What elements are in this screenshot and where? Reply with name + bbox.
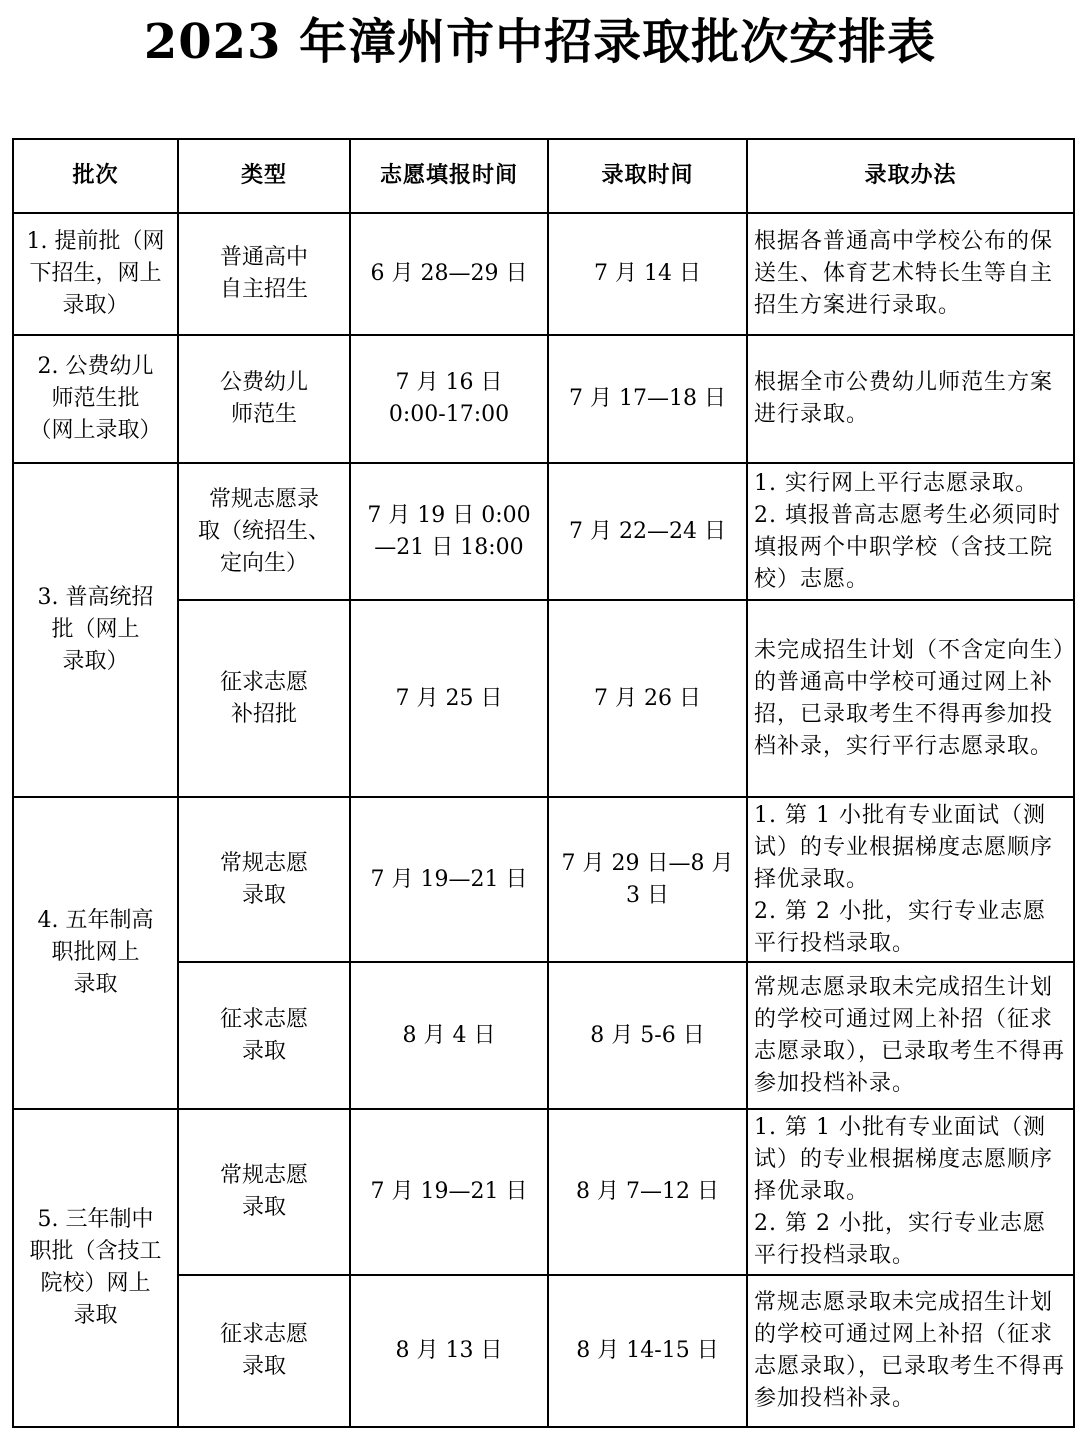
apply-time-cell bbox=[350, 335, 548, 463]
method-text: 根据全市公费幼儿师范生方案进行录取。 bbox=[754, 370, 1054, 427]
apply-time-value: 7 月 19—21 日 bbox=[370, 1179, 528, 1204]
type-cell bbox=[178, 335, 350, 463]
method-cell bbox=[747, 463, 1074, 600]
method-text: 1. 实行网上平行志愿录取。 2. 填报普高志愿考生必须同时填报两个中职学校（含技工院校）志愿。 bbox=[754, 470, 1061, 592]
method-text: 常规志愿录取未完成招生计划的学校可通过网上补招（征求志愿录取），已录取考生不得再参加投档补录。 bbox=[754, 974, 1066, 1096]
admit-time-cell bbox=[548, 600, 747, 797]
admit-time-value: 8 月 14-15 日 bbox=[576, 1338, 719, 1363]
apply-time-cell bbox=[350, 1109, 548, 1275]
type-label: 征求志愿 补招批 bbox=[219, 669, 308, 727]
apply-time-value: 7 月 16 日 0:00-17:00 bbox=[388, 370, 510, 427]
table-row bbox=[13, 335, 1074, 463]
method-cell bbox=[747, 797, 1074, 962]
admission-schedule-table bbox=[12, 138, 1075, 1428]
admit-time-value: 7 月 29 日—8 月 3 日 bbox=[561, 850, 734, 908]
apply-time-value: 6 月 28—29 日 bbox=[370, 261, 528, 286]
type-label: 常规志愿录 取（统招生、 定向生） bbox=[197, 486, 330, 576]
type-label: 常规志愿 录取 bbox=[219, 850, 308, 908]
method-cell bbox=[747, 600, 1074, 797]
method-text: 1. 第 1 小批有专业面试（测试）的专业根据梯度志愿顺序择优录取。 2. 第 2 小批，实行专业志愿平行投档录取。 bbox=[754, 802, 1054, 956]
batch-label: 4. 五年制高 职批网上 录取 bbox=[37, 908, 154, 997]
header-type: 类型 bbox=[178, 139, 350, 213]
type-cell bbox=[178, 962, 350, 1109]
admit-time-value: 8 月 7—12 日 bbox=[576, 1179, 719, 1204]
apply-time-cell bbox=[350, 213, 548, 335]
type-cell bbox=[178, 463, 350, 600]
type-cell bbox=[178, 213, 350, 335]
admit-time-cell bbox=[548, 962, 747, 1109]
admit-time-value: 7 月 22—24 日 bbox=[569, 518, 726, 544]
apply-time-cell bbox=[350, 797, 548, 962]
admit-time-cell bbox=[548, 335, 747, 463]
apply-time-cell bbox=[350, 600, 548, 797]
header-admit-time: 录取时间 bbox=[548, 139, 747, 213]
header-row bbox=[13, 139, 1074, 213]
table-row bbox=[13, 213, 1074, 335]
admit-time-cell bbox=[548, 463, 747, 600]
method-cell bbox=[747, 1275, 1074, 1427]
type-cell bbox=[178, 797, 350, 962]
method-text: 1. 第 1 小批有专业面试（测试）的专业根据梯度志愿顺序择优录取。 2. 第 2 小批，实行专业志愿平行投档录取。 bbox=[754, 1115, 1054, 1268]
admit-time-value: 8 月 5-6 日 bbox=[590, 1022, 705, 1048]
type-cell bbox=[178, 1109, 350, 1275]
type-label: 征求志愿 录取 bbox=[219, 1322, 308, 1379]
method-cell bbox=[747, 335, 1074, 463]
header-batch: 批次 bbox=[13, 139, 178, 213]
type-label: 征求志愿 录取 bbox=[219, 1006, 308, 1064]
admit-time-cell bbox=[548, 213, 747, 335]
admit-time-cell bbox=[548, 1275, 747, 1427]
batch-cell bbox=[13, 335, 178, 463]
method-text: 未完成招生计划（不含定向生）的普通高中学校可通过网上补招，已录取考生不得再参加投档补录，实行平行志愿录取。 bbox=[754, 637, 1066, 759]
type-cell bbox=[178, 1275, 350, 1427]
type-label: 常规志愿 录取 bbox=[219, 1163, 308, 1220]
batch-cell bbox=[13, 463, 178, 797]
apply-time-cell bbox=[350, 1275, 548, 1427]
apply-time-value: 7 月 25 日 bbox=[395, 685, 503, 711]
batch-label: 1. 提前批（网 下招生，网上 录取） bbox=[26, 229, 165, 318]
batch-cell bbox=[13, 213, 178, 335]
header-apply-time: 志愿填报时间 bbox=[350, 139, 548, 213]
batch-label: 5. 三年制中 职批（含技工 院校）网上 录取 bbox=[29, 1207, 162, 1328]
apply-time-cell bbox=[350, 962, 548, 1109]
batch-label: 3. 普高统招 批（网上 录取） bbox=[37, 585, 154, 674]
admit-time-value: 7 月 17—18 日 bbox=[569, 386, 726, 411]
method-cell bbox=[747, 213, 1074, 335]
table-row bbox=[13, 463, 1074, 600]
type-label: 公费幼儿 师范生 bbox=[219, 370, 308, 427]
table-row bbox=[13, 1109, 1074, 1275]
apply-time-cell bbox=[350, 463, 548, 600]
admit-time-value: 7 月 26 日 bbox=[594, 685, 701, 711]
page-title: 2023 年漳州市中招录取批次安排表 bbox=[143, 14, 937, 70]
batch-cell bbox=[13, 797, 178, 1109]
admit-time-cell bbox=[548, 797, 747, 962]
apply-time-value: 7 月 19 日 0:00 —21 日 18:00 bbox=[367, 502, 531, 560]
admit-time-cell bbox=[548, 1109, 747, 1275]
method-text: 根据各普通高中学校公布的保送生、体育艺术特长生等自主招生方案进行录取。 bbox=[754, 229, 1054, 318]
method-text: 常规志愿录取未完成招生计划的学校可通过网上补招（征求志愿录取），已录取考生不得再参加投档补录。 bbox=[754, 1290, 1066, 1411]
apply-time-value: 8 月 13 日 bbox=[395, 1338, 503, 1363]
batch-cell bbox=[13, 1109, 178, 1427]
batch-label: 2. 公费幼儿 师范生批 （网上录取） bbox=[29, 354, 162, 443]
header-method: 录取办法 bbox=[747, 139, 1074, 213]
apply-time-value: 7 月 19—21 日 bbox=[370, 866, 528, 892]
type-label: 普通高中 自主招生 bbox=[219, 245, 308, 302]
table-row bbox=[13, 797, 1074, 962]
type-cell bbox=[178, 600, 350, 797]
method-cell bbox=[747, 1109, 1074, 1275]
method-cell bbox=[747, 962, 1074, 1109]
admit-time-value: 7 月 14 日 bbox=[594, 261, 701, 286]
apply-time-value: 8 月 4 日 bbox=[402, 1022, 496, 1048]
